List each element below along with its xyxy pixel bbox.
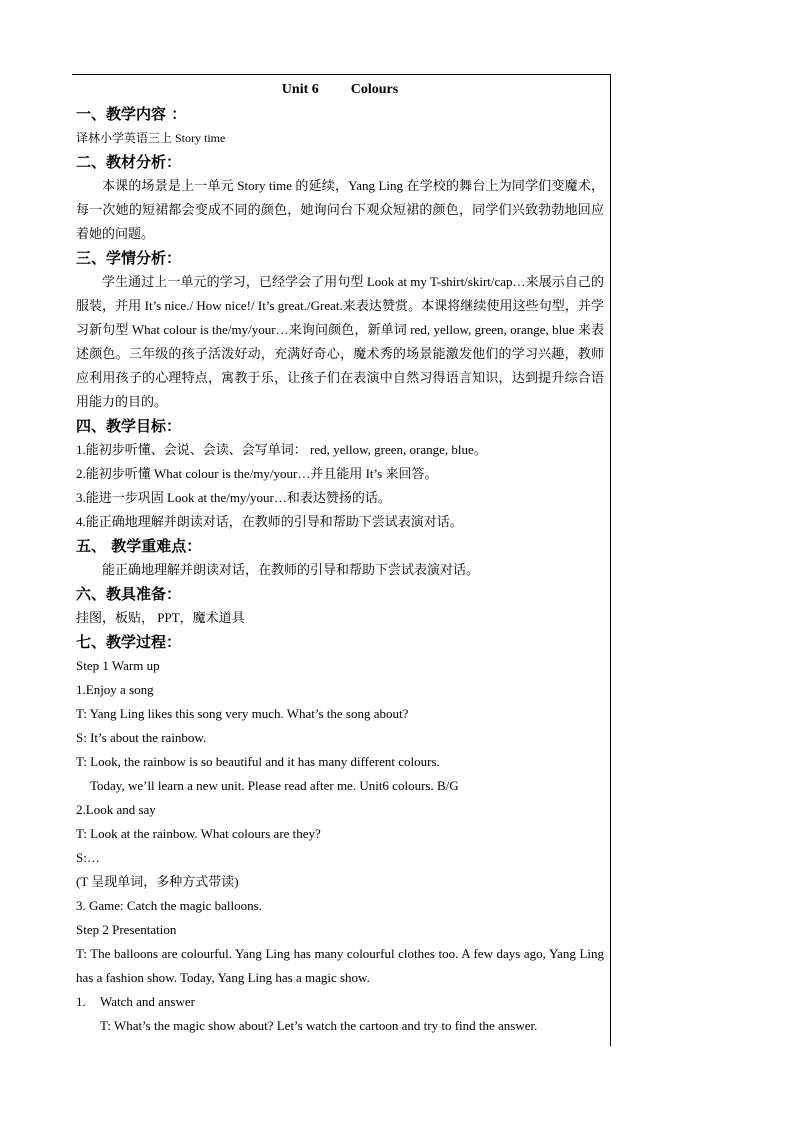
objective-item: 4.能正确地理解并朗读对话，在教师的引导和帮助下尝试表演对话。 <box>76 514 463 529</box>
section-6-heading: 六、教具准备： <box>76 585 182 603</box>
process-numbered-item <box>76 990 604 1014</box>
process-line: 2.Look and say <box>76 802 156 817</box>
process-line: 3. Game: Catch the magic balloons. <box>76 898 262 913</box>
table-right-border <box>610 74 611 1046</box>
item-number: 1. <box>76 994 86 1009</box>
page-title <box>76 78 604 102</box>
section-3-heading: 三、学情分析： <box>76 249 182 267</box>
title-unit: Unit 6 <box>281 82 319 97</box>
process-line: (T 呈现单词，多种方式带读) <box>76 874 239 889</box>
step-2-heading: Step 2 Presentation <box>76 922 177 937</box>
process-line: T: Look, the rainbow is so beautiful and it has many different colours. <box>76 754 440 769</box>
item-text: Watch and answer <box>100 994 195 1009</box>
section-5-heading: 五、 教学重难点： <box>76 537 202 555</box>
section-2-heading: 二、教材分析： <box>76 153 182 171</box>
process-line: T: Look at the rainbow. What colours are they? <box>76 826 321 841</box>
process-line: S:… <box>76 850 100 865</box>
step-1-heading: Step 1 Warm up <box>76 658 160 673</box>
section-4-heading: 四、教学目标： <box>76 417 182 435</box>
process-line: T: What’s the magic show about? Let’s watch the cartoon and try to find the answer. <box>100 1018 538 1033</box>
section-1-heading: 一、教学内容 ： <box>76 105 187 123</box>
process-line: 1.Enjoy a song <box>76 682 154 697</box>
process-line: S: It’s about the rainbow. <box>76 730 207 745</box>
objective-item: 2.能初步听懂 What colour is the/my/your…并且能用 It’s 来回答。 <box>76 466 438 481</box>
process-line: T: Yang Ling likes this song very much. What’s the song about? <box>76 706 409 721</box>
table-top-border <box>72 74 611 75</box>
section-6-text: 挂图，板贴， PPT，魔术道具 <box>76 610 245 625</box>
section-5-text: 能正确地理解并朗读对话，在教师的引导和帮助下尝试表演对话。 <box>102 562 480 577</box>
title-name: Colours <box>350 82 399 97</box>
section-7-heading: 七、教学过程： <box>76 633 182 651</box>
section-1-text: 译林小学英语三上 Story time <box>76 131 226 145</box>
lesson-plan-content <box>76 78 604 1038</box>
section-3-paragraph: 学生通过上一单元的学习，已经学会了用句型 Look at my T-shirt/skirt/cap…来展示自己的服装，并用 It’s nice./ How nice!/ It’s great./Great.来表达赞赏。本课将继续使用这些句型，并学习新句型 What colour is the/my/your…来询问颜色，新单词 red, yellow, green, orange, blue 来表述颜色。三年级的孩子活泼好动，充满好奇心，魔术秀的场景能激发他们的学习兴趣，教师应利用孩子的心理特点，寓教于乐，让孩子们在表演中自然习得语言知识，达到提升综合语用能力的目的。 <box>76 274 604 409</box>
objective-item: 3.能进一步巩固 Look at the/my/your…和表达赞扬的话。 <box>76 490 391 505</box>
process-line: Today, we’ll learn a new unit. Please read after me. Unit6 colours. B/G <box>90 778 459 793</box>
process-paragraph: T: The balloons are colourful. Yang Ling has many colourful clothes too. A few days ago, Yang Ling has a fashion show. Today, Yang Ling has a magic show. <box>76 946 604 985</box>
section-2-paragraph: 本课的场景是上一单元 Story time 的延续，Yang Ling 在学校的舞台上为同学们变魔术，每一次她的短裙都会变成不同的颜色，她询问台下观众短裙的颜色，同学们兴致勃勃地回应着她的问题。 <box>76 178 604 241</box>
objective-item: 1.能初步听懂、会说、会读、会写单词： red, yellow, green, orange, blue。 <box>76 442 487 457</box>
